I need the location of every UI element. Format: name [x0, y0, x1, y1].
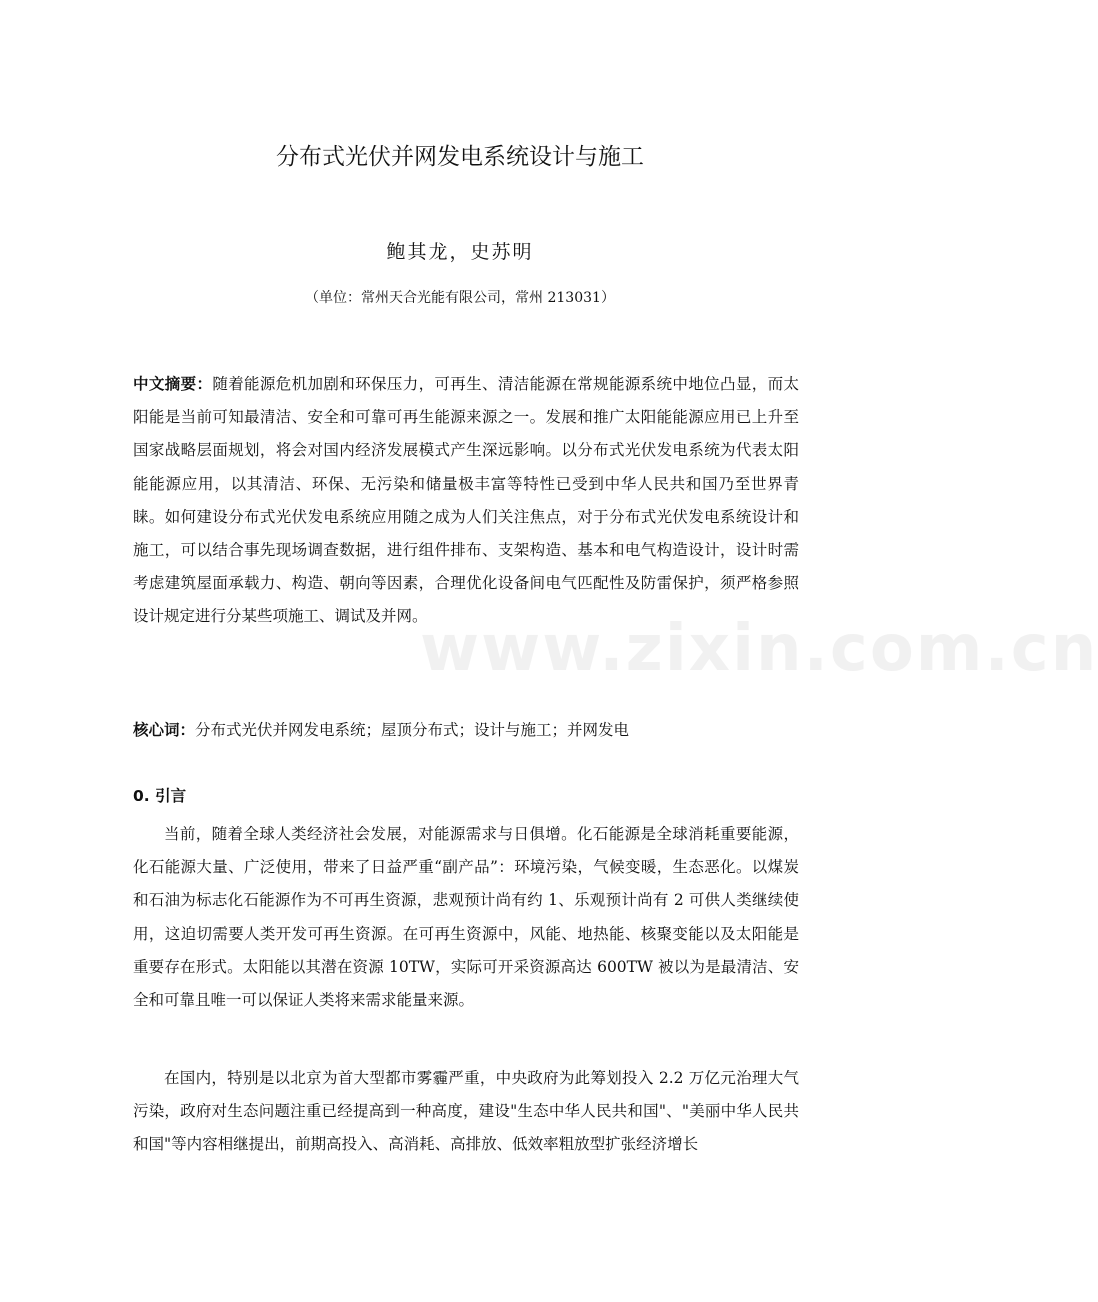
abstract-text: 随着能源危机加剧和环保压力，可再生、清洁能源在常规能源系统中地位凸显，而太阳能是当前可知最清洁、安全和可靠可再生能源来源之一。发展和推广太阳能能源应用已上升至国家战略层面规划，将会对国内经济发展模式产生深远影响。以分布式光伏发电系统为代表太阳能能源应用，以其清洁、环保、无污染和储量极丰富等特性已受到中华人民共和国乃至世界青睐。如何建设分布式光伏发电系统应用随之成为人们关注焦点，对于分布式光伏发电系统设计和施工，可以结合事先现场调查数据，进行组件排布、支架构造、基本和电气构造设计，设计时需考虑建筑屋面承载力、构造、朝向等因素，合理优化设备间电气匹配性及防雷保护，须严格参照设计规定进行分某些项施工、调试及并网。 [133, 375, 799, 626]
keywords-text: 分布式光伏并网发电系统；屋顶分布式；设计与施工；并网发电 [195, 721, 630, 739]
body-paragraph: 当前，随着全球人类经济社会发展，对能源需求与日俱增。化石能源是全球消耗重要能源，化石能源大量、广泛使用，带来了日益严重“副产品”：环境污染，气候变暖，生态恶化。以煤炭和石油为标志化石能源作为不可再生资源，悲观预计尚有约 1、乐观预计尚有 2 可供人类继续使用，这迫切需要人类开发可再生资源。在可再生资源中，风能、地热能、核聚变能以及太阳能是重要存在形式。太阳能以其潜在资源 10TW，实际可开采资源高达 600TW 被以为是最清洁、安全和可靠且唯一可以保证人类将来需求能量来源。 [133, 825, 799, 1010]
watermark-text: www.zixin.com.cn [420, 612, 1098, 686]
abstract-label: 中文摘要： [133, 375, 213, 393]
body-paragraph: 在国内，特别是以北京为首大型都市雾霾严重，中央政府为此筹划投入 2.2 万亿元治理大气污染，政府对生态问题注重已经提高到一种高度，建设"生态中华人民共和国"、"美丽中华人民共和国"等内容相继提出，前期高投入、高消耗、高排放、低效率粗放型扩张经济增长 [133, 1069, 799, 1154]
keywords-block [133, 714, 799, 747]
affiliation-line: （单位：常州天合光能有限公司，常州 213031） [305, 290, 615, 306]
abstract-block [133, 368, 799, 634]
keywords-label: 核心词： [133, 721, 196, 739]
page-title: 分布式光伏并网发电系统设计与施工 [276, 144, 644, 170]
section-heading: 0. 引言 [133, 787, 187, 805]
authors-line: 鲍其龙，史苏明 [386, 241, 534, 263]
